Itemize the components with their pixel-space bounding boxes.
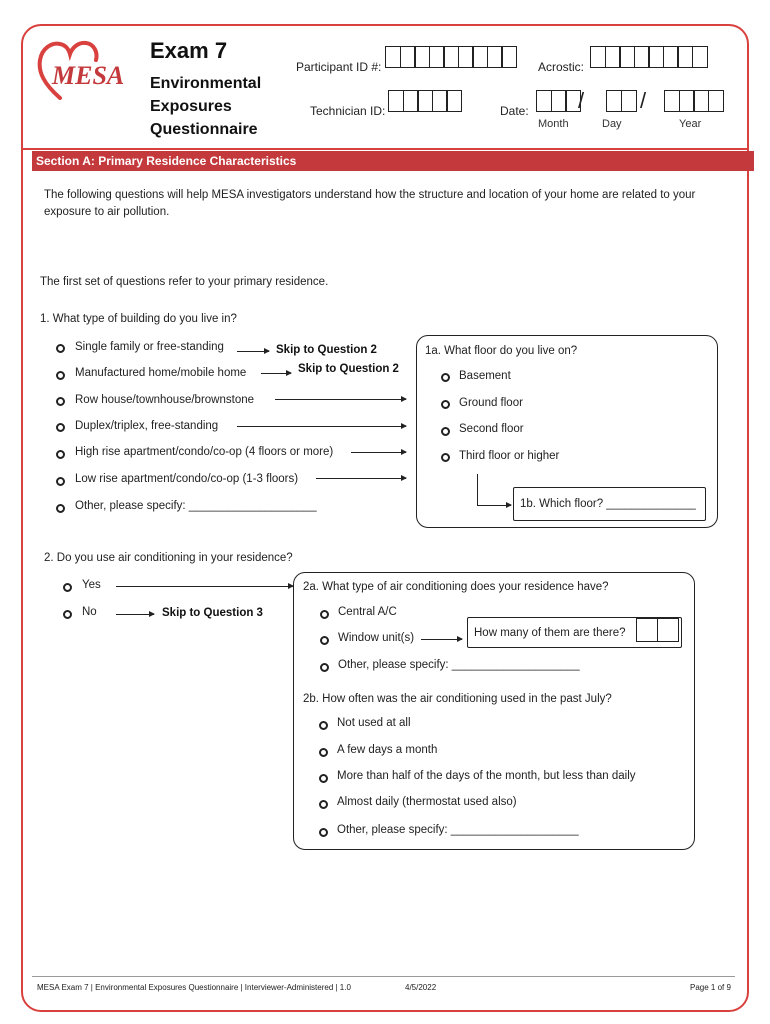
questionnaire-title: Environmental Exposures Questionnaire bbox=[150, 75, 262, 138]
q1b-label: 1b. Which floor? ______________ bbox=[520, 498, 696, 510]
q2b-radio-more-than-half[interactable] bbox=[319, 774, 328, 783]
q2b-radio-other[interactable] bbox=[319, 828, 328, 837]
technician-id-boxes[interactable] bbox=[388, 90, 461, 112]
arrow bbox=[261, 373, 291, 374]
q2a-option-label: Central A/C bbox=[338, 606, 397, 618]
q2-option-label: No bbox=[82, 606, 97, 618]
q1-option-label: Duplex/triplex, free-standing bbox=[75, 420, 219, 432]
acrostic-boxes[interactable] bbox=[590, 46, 706, 68]
participant-id-label: Participant ID #: bbox=[296, 60, 382, 74]
q2a-option-label: Other, please specify: ____________________ bbox=[338, 659, 580, 671]
q2a-radio-window[interactable] bbox=[320, 636, 329, 645]
technician-id-label: Technician ID: bbox=[310, 104, 386, 118]
q1a-option-label: Third floor or higher bbox=[459, 450, 560, 462]
day-label: Day bbox=[602, 118, 622, 130]
q2b-radio-not-used[interactable] bbox=[319, 721, 328, 730]
q1-radio-single-family[interactable] bbox=[56, 344, 65, 353]
primary-residence-note: The first set of questions refer to your primary residence. bbox=[40, 276, 329, 288]
q1a-radio-second[interactable] bbox=[441, 427, 450, 436]
q2-skip-label: Skip to Question 3 bbox=[162, 607, 263, 619]
footer-date: 4/5/2022 bbox=[405, 983, 437, 992]
q2b-question: 2b. How often was the air conditioning used in the past July? bbox=[303, 693, 612, 705]
arrow bbox=[116, 614, 154, 615]
arrow bbox=[116, 586, 293, 587]
q1a-radio-third[interactable] bbox=[441, 453, 450, 462]
mesa-heart-logo bbox=[34, 36, 138, 100]
date-year-boxes[interactable] bbox=[664, 90, 722, 112]
year-label: Year bbox=[679, 118, 702, 130]
q1-option-label: Low rise apartment/condo/co-op (1-3 floors) bbox=[75, 473, 299, 485]
arrow bbox=[477, 505, 511, 506]
date-slash-1: / bbox=[578, 88, 585, 113]
how-many-label: How many of them are there? bbox=[474, 627, 626, 639]
date-day-boxes[interactable] bbox=[606, 90, 635, 112]
q1a-question: 1a. What floor do you live on? bbox=[425, 345, 578, 357]
participant-id-boxes[interactable] bbox=[385, 46, 516, 68]
q2a-question: 2a. What type of air conditioning does your residence have? bbox=[303, 581, 609, 593]
q1-radio-low-rise[interactable] bbox=[56, 477, 65, 486]
q2-radio-yes[interactable] bbox=[63, 583, 72, 592]
q1-option-label: High rise apartment/condo/co-op (4 floors or more) bbox=[75, 446, 334, 458]
q2a-radio-central[interactable] bbox=[320, 610, 329, 619]
q1-skip-label: Skip to Question 2 bbox=[276, 344, 377, 356]
q1a-option-label: Basement bbox=[459, 370, 511, 382]
date-month-boxes[interactable] bbox=[536, 90, 580, 112]
q2b-option-label: Other, please specify: ____________________ bbox=[337, 824, 579, 836]
q1-option-label: Row house/townhouse/brownstone bbox=[75, 394, 255, 406]
footer-divider bbox=[32, 976, 735, 977]
arrow bbox=[275, 399, 406, 400]
footer-page-number: Page 1 of 9 bbox=[690, 983, 731, 992]
q1a-radio-ground[interactable] bbox=[441, 400, 450, 409]
q1-radio-high-rise[interactable] bbox=[56, 450, 65, 459]
how-many-input-boxes[interactable] bbox=[636, 618, 677, 642]
q2b-option-label: A few days a month bbox=[337, 744, 438, 756]
q2b-radio-almost-daily[interactable] bbox=[319, 800, 328, 809]
q1-option-label: Other, please specify: ____________________ bbox=[75, 500, 317, 512]
q2b-radio-few-days[interactable] bbox=[319, 748, 328, 757]
q1-radio-other[interactable] bbox=[56, 504, 65, 513]
header-divider bbox=[22, 148, 748, 150]
exam-title: Exam 7 bbox=[150, 38, 228, 63]
logo-text: MESA bbox=[52, 61, 125, 90]
arrow bbox=[421, 639, 462, 640]
date-slash-2: / bbox=[640, 88, 647, 113]
q1-skip-label: Skip to Question 2 bbox=[298, 363, 399, 375]
q2-question: 2. Do you use air conditioning in your residence? bbox=[44, 552, 293, 564]
q2-radio-no[interactable] bbox=[63, 610, 72, 619]
connector-line bbox=[477, 474, 478, 505]
arrow bbox=[316, 478, 406, 479]
q1-question: 1. What type of building do you live in? bbox=[40, 313, 237, 325]
q2-option-label: Yes bbox=[82, 579, 101, 591]
q1a-option-label: Ground floor bbox=[459, 397, 523, 409]
q1-option-label: Single family or free-standing bbox=[75, 341, 224, 353]
q2b-option-label: Not used at all bbox=[337, 717, 411, 729]
month-label: Month bbox=[538, 118, 569, 130]
arrow bbox=[351, 452, 406, 453]
arrow bbox=[237, 351, 269, 352]
q1a-option-label: Second floor bbox=[459, 423, 524, 435]
date-label: Date: bbox=[500, 104, 529, 118]
arrow bbox=[237, 426, 406, 427]
q1a-radio-basement[interactable] bbox=[441, 373, 450, 382]
q2a-option-label: Window unit(s) bbox=[338, 632, 415, 644]
section-a-title: Section A: Primary Residence Characteristics bbox=[32, 151, 754, 171]
acrostic-label: Acrostic: bbox=[538, 60, 585, 74]
q2a-radio-other[interactable] bbox=[320, 663, 329, 672]
q1-radio-duplex[interactable] bbox=[56, 423, 65, 432]
q2b-option-label: Almost daily (thermostat used also) bbox=[337, 796, 517, 808]
q1-radio-manufactured[interactable] bbox=[56, 371, 65, 380]
footer-doc-info: MESA Exam 7 | Environmental Exposures Questionnaire | Interviewer-Administered | 1.0 bbox=[37, 983, 351, 992]
q1-option-label: Manufactured home/mobile home bbox=[75, 367, 247, 379]
section-intro: The following questions will help MESA investigators understand how the structure and location of your home are related to your exposure to air pollution. bbox=[44, 189, 696, 218]
q1-radio-row-house[interactable] bbox=[56, 397, 65, 406]
q2b-option-label: More than half of the days of the month, but less than daily bbox=[337, 770, 636, 782]
